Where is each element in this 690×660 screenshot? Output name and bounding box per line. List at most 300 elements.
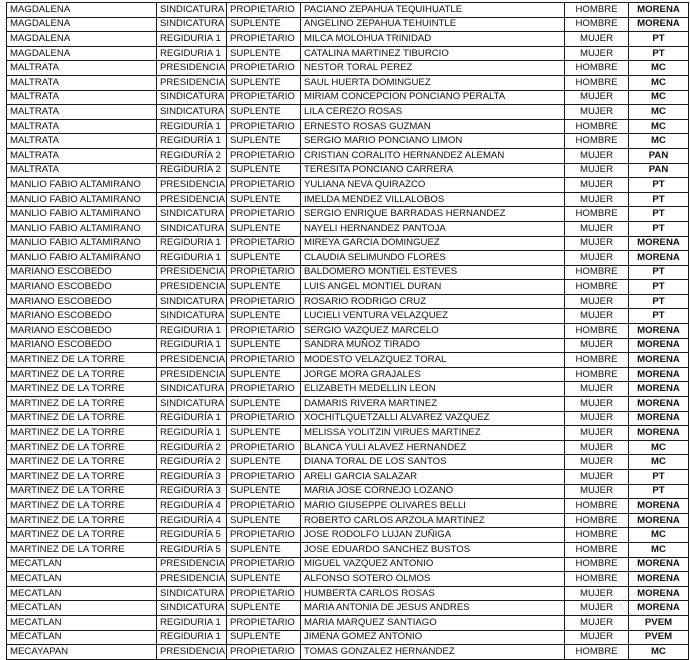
type-cell: SUPLENTE xyxy=(227,75,301,90)
municipality-cell: MARTINEZ DE LA TORRE xyxy=(7,382,157,397)
type-cell: PROPIETARIO xyxy=(227,294,301,309)
municipality-cell: MARTINEZ DE LA TORRE xyxy=(7,426,157,441)
gender-cell: HOMBRE xyxy=(565,75,629,90)
gender-cell: MUJER xyxy=(565,601,629,616)
name-cell: DAMARIS RIVERA MARTINEZ xyxy=(301,397,565,412)
name-cell: MARIO GIUSEPPE OLIVARES BELLI xyxy=(301,499,565,514)
office-cell: REGIDURÍA 2 xyxy=(157,440,227,455)
type-cell: PROPIETARIO xyxy=(227,382,301,397)
type-cell: SUPLENTE xyxy=(227,105,301,120)
gender-cell: MUJER xyxy=(565,105,629,120)
municipality-cell: MARIANO ESCOBEDO xyxy=(7,294,157,309)
party-cell: MORENA xyxy=(629,426,689,441)
party-cell: MORENA xyxy=(629,601,689,616)
party-cell: PT xyxy=(629,470,689,485)
gender-cell: MUJER xyxy=(565,178,629,193)
table-row xyxy=(7,90,689,105)
type-cell: SUPLENTE xyxy=(227,309,301,324)
table-row xyxy=(7,192,689,207)
office-cell: REGIDURÍA 1 xyxy=(157,119,227,134)
name-cell: CATALINA MARTINEZ TIBURCIO xyxy=(301,46,565,61)
party-cell: PT xyxy=(629,484,689,499)
type-cell: PROPIETARIO xyxy=(227,499,301,514)
name-cell: PACIANO ZEPAHUA TEQUIHUATLE xyxy=(301,3,565,18)
candidate-registry-sheet xyxy=(6,2,688,660)
office-cell: REGIDURIA 1 xyxy=(157,32,227,47)
party-cell: PVEM xyxy=(629,630,689,645)
municipality-cell: MARTINEZ DE LA TORRE xyxy=(7,470,157,485)
table-row xyxy=(7,470,689,485)
type-cell: PROPIETARIO xyxy=(227,586,301,601)
table-row xyxy=(7,528,689,543)
type-cell: PROPIETARIO xyxy=(227,236,301,251)
gender-cell: MUJER xyxy=(565,251,629,266)
table-row xyxy=(7,557,689,572)
party-cell: MORENA xyxy=(629,367,689,382)
type-cell: SUPLENTE xyxy=(227,513,301,528)
name-cell: ALFONSO SOTERO OLMOS xyxy=(301,572,565,587)
office-cell: REGIDURÍA 4 xyxy=(157,499,227,514)
office-cell: PRESIDENCIA xyxy=(157,61,227,76)
municipality-cell: MARTINEZ DE LA TORRE xyxy=(7,353,157,368)
type-cell: PROPIETARIO xyxy=(227,470,301,485)
municipality-cell: MECATLAN xyxy=(7,572,157,587)
party-cell: PVEM xyxy=(629,615,689,630)
gender-cell: MUJER xyxy=(565,440,629,455)
office-cell: REGIDURIA 1 xyxy=(157,630,227,645)
municipality-cell: MARTINEZ DE LA TORRE xyxy=(7,528,157,543)
type-cell: SUPLENTE xyxy=(227,572,301,587)
table-row xyxy=(7,148,689,163)
gender-cell: MUJER xyxy=(565,46,629,61)
party-cell: MORENA xyxy=(629,572,689,587)
type-cell: PROPIETARIO xyxy=(227,615,301,630)
municipality-cell: MARTINEZ DE LA TORRE xyxy=(7,397,157,412)
gender-cell: HOMBRE xyxy=(565,367,629,382)
municipality-cell: MARTINEZ DE LA TORRE xyxy=(7,367,157,382)
name-cell: JIMENA GOMEZ ANTONIO xyxy=(301,630,565,645)
name-cell: ROBERTO CARLOS ARZOLA MARTINEZ xyxy=(301,513,565,528)
type-cell: PROPIETARIO xyxy=(227,90,301,105)
municipality-cell: MARTINEZ DE LA TORRE xyxy=(7,411,157,426)
party-cell: MC xyxy=(629,90,689,105)
name-cell: JOSE EDUARDO SANCHEZ BUSTOS xyxy=(301,542,565,557)
name-cell: SAUL HUERTA DOMINGUEZ xyxy=(301,75,565,90)
office-cell: PRESIDENCIA xyxy=(157,557,227,572)
type-cell: PROPIETARIO xyxy=(227,411,301,426)
office-cell: PRESIDENCIA xyxy=(157,280,227,295)
name-cell: BALDOMERO MONTIEL ESTEVES xyxy=(301,265,565,280)
municipality-cell: MARIANO ESCOBEDO xyxy=(7,338,157,353)
table-row xyxy=(7,280,689,295)
type-cell: SUPLENTE xyxy=(227,542,301,557)
name-cell: ROSARIO RODRIGO CRUZ xyxy=(301,294,565,309)
municipality-cell: MECATLAN xyxy=(7,615,157,630)
municipality-cell: MAGDALENA xyxy=(7,32,157,47)
table-row xyxy=(7,178,689,193)
party-cell: PAN xyxy=(629,148,689,163)
name-cell: SERGIO VAZQUEZ MARCELO xyxy=(301,324,565,339)
table-row xyxy=(7,499,689,514)
type-cell: SUPLENTE xyxy=(227,484,301,499)
gender-cell: MUJER xyxy=(565,32,629,47)
name-cell: TERESITA PONCIANO CARRERA xyxy=(301,163,565,178)
name-cell: LUIS ANGEL MONTIEL DURAN xyxy=(301,280,565,295)
table-row xyxy=(7,513,689,528)
type-cell: PROPIETARIO xyxy=(227,148,301,163)
table-row xyxy=(7,440,689,455)
municipality-cell: MANLIO FABIO ALTAMIRANO xyxy=(7,178,157,193)
gender-cell: HOMBRE xyxy=(565,572,629,587)
gender-cell: HOMBRE xyxy=(565,280,629,295)
office-cell: SINDICATURA xyxy=(157,382,227,397)
municipality-cell: MARTINEZ DE LA TORRE xyxy=(7,513,157,528)
table-row xyxy=(7,397,689,412)
gender-cell: HOMBRE xyxy=(565,353,629,368)
office-cell: REGIDURIA 1 xyxy=(157,251,227,266)
name-cell: MARIA JOSE CORNEJO LOZANO xyxy=(301,484,565,499)
gender-cell: HOMBRE xyxy=(565,17,629,32)
name-cell: YULIANA NEVA QUIRAZCO xyxy=(301,178,565,193)
gender-cell: HOMBRE xyxy=(565,265,629,280)
party-cell: MC xyxy=(629,645,689,660)
office-cell: SINDICATURA xyxy=(157,207,227,222)
municipality-cell: MECATLAN xyxy=(7,630,157,645)
office-cell: PRESIDENCIA xyxy=(157,75,227,90)
party-cell: PAN xyxy=(629,163,689,178)
municipality-cell: MALTRATA xyxy=(7,61,157,76)
gender-cell: MUJER xyxy=(565,411,629,426)
table-row xyxy=(7,294,689,309)
party-cell: MORENA xyxy=(629,324,689,339)
office-cell: SINDICATURA xyxy=(157,17,227,32)
table-row xyxy=(7,630,689,645)
party-cell: MORENA xyxy=(629,382,689,397)
gender-cell: MUJER xyxy=(565,615,629,630)
name-cell: NESTOR TORAL PEREZ xyxy=(301,61,565,76)
name-cell: MARIA MARQUEZ SANTIAGO xyxy=(301,615,565,630)
name-cell: IMELDA MENDEZ VILLALOBOS xyxy=(301,192,565,207)
party-cell: MC xyxy=(629,105,689,120)
name-cell: HUMBERTA CARLOS ROSAS xyxy=(301,586,565,601)
municipality-cell: MANLIO FABIO ALTAMIRANO xyxy=(7,251,157,266)
office-cell: PRESIDENCIA xyxy=(157,353,227,368)
office-cell: SINDICATURA xyxy=(157,294,227,309)
name-cell: JORGE MORA GRAJALES xyxy=(301,367,565,382)
municipality-cell: MECATLAN xyxy=(7,586,157,601)
office-cell: SINDICATURA xyxy=(157,601,227,616)
name-cell: MIGUEL VAZQUEZ ANTONIO xyxy=(301,557,565,572)
type-cell: PROPIETARIO xyxy=(227,265,301,280)
party-cell: MORENA xyxy=(629,17,689,32)
gender-cell: MUJER xyxy=(565,294,629,309)
gender-cell: HOMBRE xyxy=(565,645,629,660)
type-cell: SUPLENTE xyxy=(227,601,301,616)
type-cell: SUPLENTE xyxy=(227,192,301,207)
gender-cell: MUJER xyxy=(565,426,629,441)
table-row xyxy=(7,324,689,339)
name-cell: NAYELI HERNANDEZ PANTOJA xyxy=(301,221,565,236)
table-row xyxy=(7,645,689,660)
gender-cell: HOMBRE xyxy=(565,207,629,222)
table-row xyxy=(7,367,689,382)
office-cell: REGIDURÍA 1 xyxy=(157,426,227,441)
municipality-cell: MALTRATA xyxy=(7,90,157,105)
party-cell: PT xyxy=(629,192,689,207)
name-cell: JOSE RODOLFO LUJAN ZUÑIGA xyxy=(301,528,565,543)
gender-cell: HOMBRE xyxy=(565,542,629,557)
gender-cell: HOMBRE xyxy=(565,3,629,18)
type-cell: PROPIETARIO xyxy=(227,324,301,339)
party-cell: MORENA xyxy=(629,397,689,412)
type-cell: PROPIETARIO xyxy=(227,3,301,18)
gender-cell: MUJER xyxy=(565,397,629,412)
table-row xyxy=(7,3,689,18)
office-cell: SINDICATURA xyxy=(157,586,227,601)
party-cell: MC xyxy=(629,542,689,557)
municipality-cell: MAGDALENA xyxy=(7,46,157,61)
office-cell: REGIDURÍA 4 xyxy=(157,513,227,528)
gender-cell: MUJER xyxy=(565,90,629,105)
type-cell: SUPLENTE xyxy=(227,338,301,353)
office-cell: REGIDURÍA 2 xyxy=(157,148,227,163)
type-cell: SUPLENTE xyxy=(227,455,301,470)
office-cell: REGIDURÍA 1 xyxy=(157,134,227,149)
gender-cell: MUJER xyxy=(565,236,629,251)
gender-cell: HOMBRE xyxy=(565,61,629,76)
name-cell: CLAUDIA SELIMUNDO FLORES xyxy=(301,251,565,266)
table-row xyxy=(7,586,689,601)
ink-stamp xyxy=(620,592,668,616)
table-row xyxy=(7,61,689,76)
table-row xyxy=(7,601,689,616)
office-cell: REGIDURÍA 3 xyxy=(157,470,227,485)
municipality-cell: MALTRATA xyxy=(7,134,157,149)
party-cell: MC xyxy=(629,61,689,76)
office-cell: PRESIDENCIA xyxy=(157,192,227,207)
gender-cell: HOMBRE xyxy=(565,119,629,134)
municipality-cell: MECAYAPAN xyxy=(7,645,157,660)
office-cell: REGIDURÍA 2 xyxy=(157,455,227,470)
office-cell: REGIDURÍA 2 xyxy=(157,163,227,178)
type-cell: SUPLENTE xyxy=(227,426,301,441)
office-cell: REGIDURÍA 5 xyxy=(157,528,227,543)
type-cell: PROPIETARIO xyxy=(227,353,301,368)
office-cell: PRESIDENCIA xyxy=(157,645,227,660)
gender-cell: HOMBRE xyxy=(565,324,629,339)
name-cell: MELISSA YOLITZIN VIRUES MARTINEZ xyxy=(301,426,565,441)
party-cell: MORENA xyxy=(629,557,689,572)
type-cell: SUPLENTE xyxy=(227,251,301,266)
name-cell: TOMAS GONZALEZ HERNANDEZ xyxy=(301,645,565,660)
table-row xyxy=(7,382,689,397)
candidate-table-body xyxy=(7,3,689,660)
table-row xyxy=(7,484,689,499)
office-cell: SINDICATURA xyxy=(157,90,227,105)
table-row xyxy=(7,251,689,266)
type-cell: SUPLENTE xyxy=(227,17,301,32)
municipality-cell: MARTINEZ DE LA TORRE xyxy=(7,455,157,470)
type-cell: PROPIETARIO xyxy=(227,528,301,543)
party-cell: MORENA xyxy=(629,586,689,601)
gender-cell: HOMBRE xyxy=(565,134,629,149)
office-cell: REGIDURIA 1 xyxy=(157,236,227,251)
gender-cell: MUJER xyxy=(565,382,629,397)
party-cell: MORENA xyxy=(629,499,689,514)
table-row xyxy=(7,32,689,47)
office-cell: REGIDURÍA 1 xyxy=(157,411,227,426)
gender-cell: HOMBRE xyxy=(565,513,629,528)
table-row xyxy=(7,105,689,120)
municipality-cell: MANLIO FABIO ALTAMIRANO xyxy=(7,207,157,222)
party-cell: PT xyxy=(629,265,689,280)
party-cell: MC xyxy=(629,119,689,134)
name-cell: ANGELINO ZEPAHUA TEHUINTLE xyxy=(301,17,565,32)
name-cell: XOCHITLQUETZALLI ALVAREZ VAZQUEZ xyxy=(301,411,565,426)
type-cell: SUPLENTE xyxy=(227,221,301,236)
municipality-cell: MAGDALENA xyxy=(7,3,157,18)
table-row xyxy=(7,309,689,324)
office-cell: REGIDURIA 1 xyxy=(157,324,227,339)
name-cell: SERGIO MARIO PONCIANO LIMON xyxy=(301,134,565,149)
name-cell: ARELI GARCIA SALAZAR xyxy=(301,470,565,485)
candidate-table xyxy=(6,2,689,660)
municipality-cell: MARIANO ESCOBEDO xyxy=(7,309,157,324)
type-cell: PROPIETARIO xyxy=(227,557,301,572)
type-cell: PROPIETARIO xyxy=(227,645,301,660)
municipality-cell: MALTRATA xyxy=(7,75,157,90)
type-cell: SUPLENTE xyxy=(227,134,301,149)
office-cell: REGIDURÍA 5 xyxy=(157,542,227,557)
gender-cell: MUJER xyxy=(565,338,629,353)
municipality-cell: MARIANO ESCOBEDO xyxy=(7,324,157,339)
municipality-cell: MARTINEZ DE LA TORRE xyxy=(7,499,157,514)
office-cell: SINDICATURA xyxy=(157,3,227,18)
table-row xyxy=(7,46,689,61)
gender-cell: MUJER xyxy=(565,148,629,163)
table-row xyxy=(7,236,689,251)
party-cell: MC xyxy=(629,455,689,470)
gender-cell: MUJER xyxy=(565,309,629,324)
municipality-cell: MALTRATA xyxy=(7,119,157,134)
party-cell: PT xyxy=(629,280,689,295)
name-cell: ERNESTO ROSAS GUZMAN xyxy=(301,119,565,134)
gender-cell: MUJER xyxy=(565,221,629,236)
name-cell: MIREYA GARCIA DOMINGUEZ xyxy=(301,236,565,251)
type-cell: SUPLENTE xyxy=(227,397,301,412)
name-cell: BLANCA YULI ALAVEZ HERNANDEZ xyxy=(301,440,565,455)
gender-cell: MUJER xyxy=(565,455,629,470)
gender-cell: HOMBRE xyxy=(565,528,629,543)
office-cell: REGIDURÍA 3 xyxy=(157,484,227,499)
municipality-cell: MARIANO ESCOBEDO xyxy=(7,265,157,280)
table-row xyxy=(7,207,689,222)
type-cell: SUPLENTE xyxy=(227,630,301,645)
table-row xyxy=(7,615,689,630)
party-cell: MORENA xyxy=(629,3,689,18)
table-row xyxy=(7,353,689,368)
table-row xyxy=(7,572,689,587)
party-cell: PT xyxy=(629,221,689,236)
name-cell: SANDRA MUÑOZ TIRADO xyxy=(301,338,565,353)
name-cell: LILA CEREZO ROSAS xyxy=(301,105,565,120)
municipality-cell: MARTINEZ DE LA TORRE xyxy=(7,440,157,455)
name-cell: MILCA MOLOHUA TRINIDAD xyxy=(301,32,565,47)
office-cell: PRESIDENCIA xyxy=(157,265,227,280)
type-cell: PROPIETARIO xyxy=(227,119,301,134)
party-cell: PT xyxy=(629,294,689,309)
municipality-cell: MANLIO FABIO ALTAMIRANO xyxy=(7,221,157,236)
table-row xyxy=(7,119,689,134)
type-cell: PROPIETARIO xyxy=(227,207,301,222)
type-cell: SUPLENTE xyxy=(227,163,301,178)
party-cell: MORENA xyxy=(629,338,689,353)
gender-cell: MUJER xyxy=(565,192,629,207)
name-cell: SERGIO ENRIQUE BARRADAS HERNANDEZ xyxy=(301,207,565,222)
office-cell: REGIDURIA 1 xyxy=(157,615,227,630)
name-cell: CRISTIAN CORALITO HERNANDEZ ALEMAN xyxy=(301,148,565,163)
name-cell: MARIA ANTONIA DE JESUS ANDRES xyxy=(301,601,565,616)
office-cell: SINDICATURA xyxy=(157,221,227,236)
type-cell: PROPIETARIO xyxy=(227,32,301,47)
table-row xyxy=(7,426,689,441)
type-cell: SUPLENTE xyxy=(227,367,301,382)
table-row xyxy=(7,455,689,470)
office-cell: PRESIDENCIA xyxy=(157,572,227,587)
party-cell: PT xyxy=(629,178,689,193)
name-cell: DIANA TORAL DE LOS SANTOS xyxy=(301,455,565,470)
gender-cell: MUJER xyxy=(565,586,629,601)
type-cell: PROPIETARIO xyxy=(227,440,301,455)
type-cell: SUPLENTE xyxy=(227,46,301,61)
municipality-cell: MECATLAN xyxy=(7,557,157,572)
municipality-cell: MAGDALENA xyxy=(7,17,157,32)
table-row xyxy=(7,542,689,557)
party-cell: MC xyxy=(629,528,689,543)
table-row xyxy=(7,134,689,149)
party-cell: PT xyxy=(629,46,689,61)
name-cell: MIRIAM CONCEPCION PONCIANO PERALTA xyxy=(301,90,565,105)
municipality-cell: MALTRATA xyxy=(7,163,157,178)
party-cell: MC xyxy=(629,440,689,455)
gender-cell: HOMBRE xyxy=(565,557,629,572)
party-cell: PT xyxy=(629,32,689,47)
municipality-cell: MANLIO FABIO ALTAMIRANO xyxy=(7,192,157,207)
municipality-cell: MARIANO ESCOBEDO xyxy=(7,280,157,295)
office-cell: PRESIDENCIA xyxy=(157,367,227,382)
type-cell: PROPIETARIO xyxy=(227,178,301,193)
gender-cell: MUJER xyxy=(565,484,629,499)
table-row xyxy=(7,265,689,280)
name-cell: LUCIELI VENTURA VELAZQUEZ xyxy=(301,309,565,324)
gender-cell: HOMBRE xyxy=(565,499,629,514)
party-cell: MC xyxy=(629,134,689,149)
name-cell: ELIZABETH MEDELLIN LEON xyxy=(301,382,565,397)
office-cell: REGIDURIA 1 xyxy=(157,46,227,61)
office-cell: SINDICATURA xyxy=(157,105,227,120)
gender-cell: MUJER xyxy=(565,470,629,485)
office-cell: SINDICATURA xyxy=(157,397,227,412)
party-cell: MORENA xyxy=(629,513,689,528)
party-cell: MORENA xyxy=(629,236,689,251)
party-cell: PT xyxy=(629,309,689,324)
municipality-cell: MALTRATA xyxy=(7,148,157,163)
name-cell: MODESTO VELAZQUEZ TORAL xyxy=(301,353,565,368)
table-row xyxy=(7,163,689,178)
party-cell: MORENA xyxy=(629,353,689,368)
party-cell: PT xyxy=(629,207,689,222)
table-row xyxy=(7,411,689,426)
